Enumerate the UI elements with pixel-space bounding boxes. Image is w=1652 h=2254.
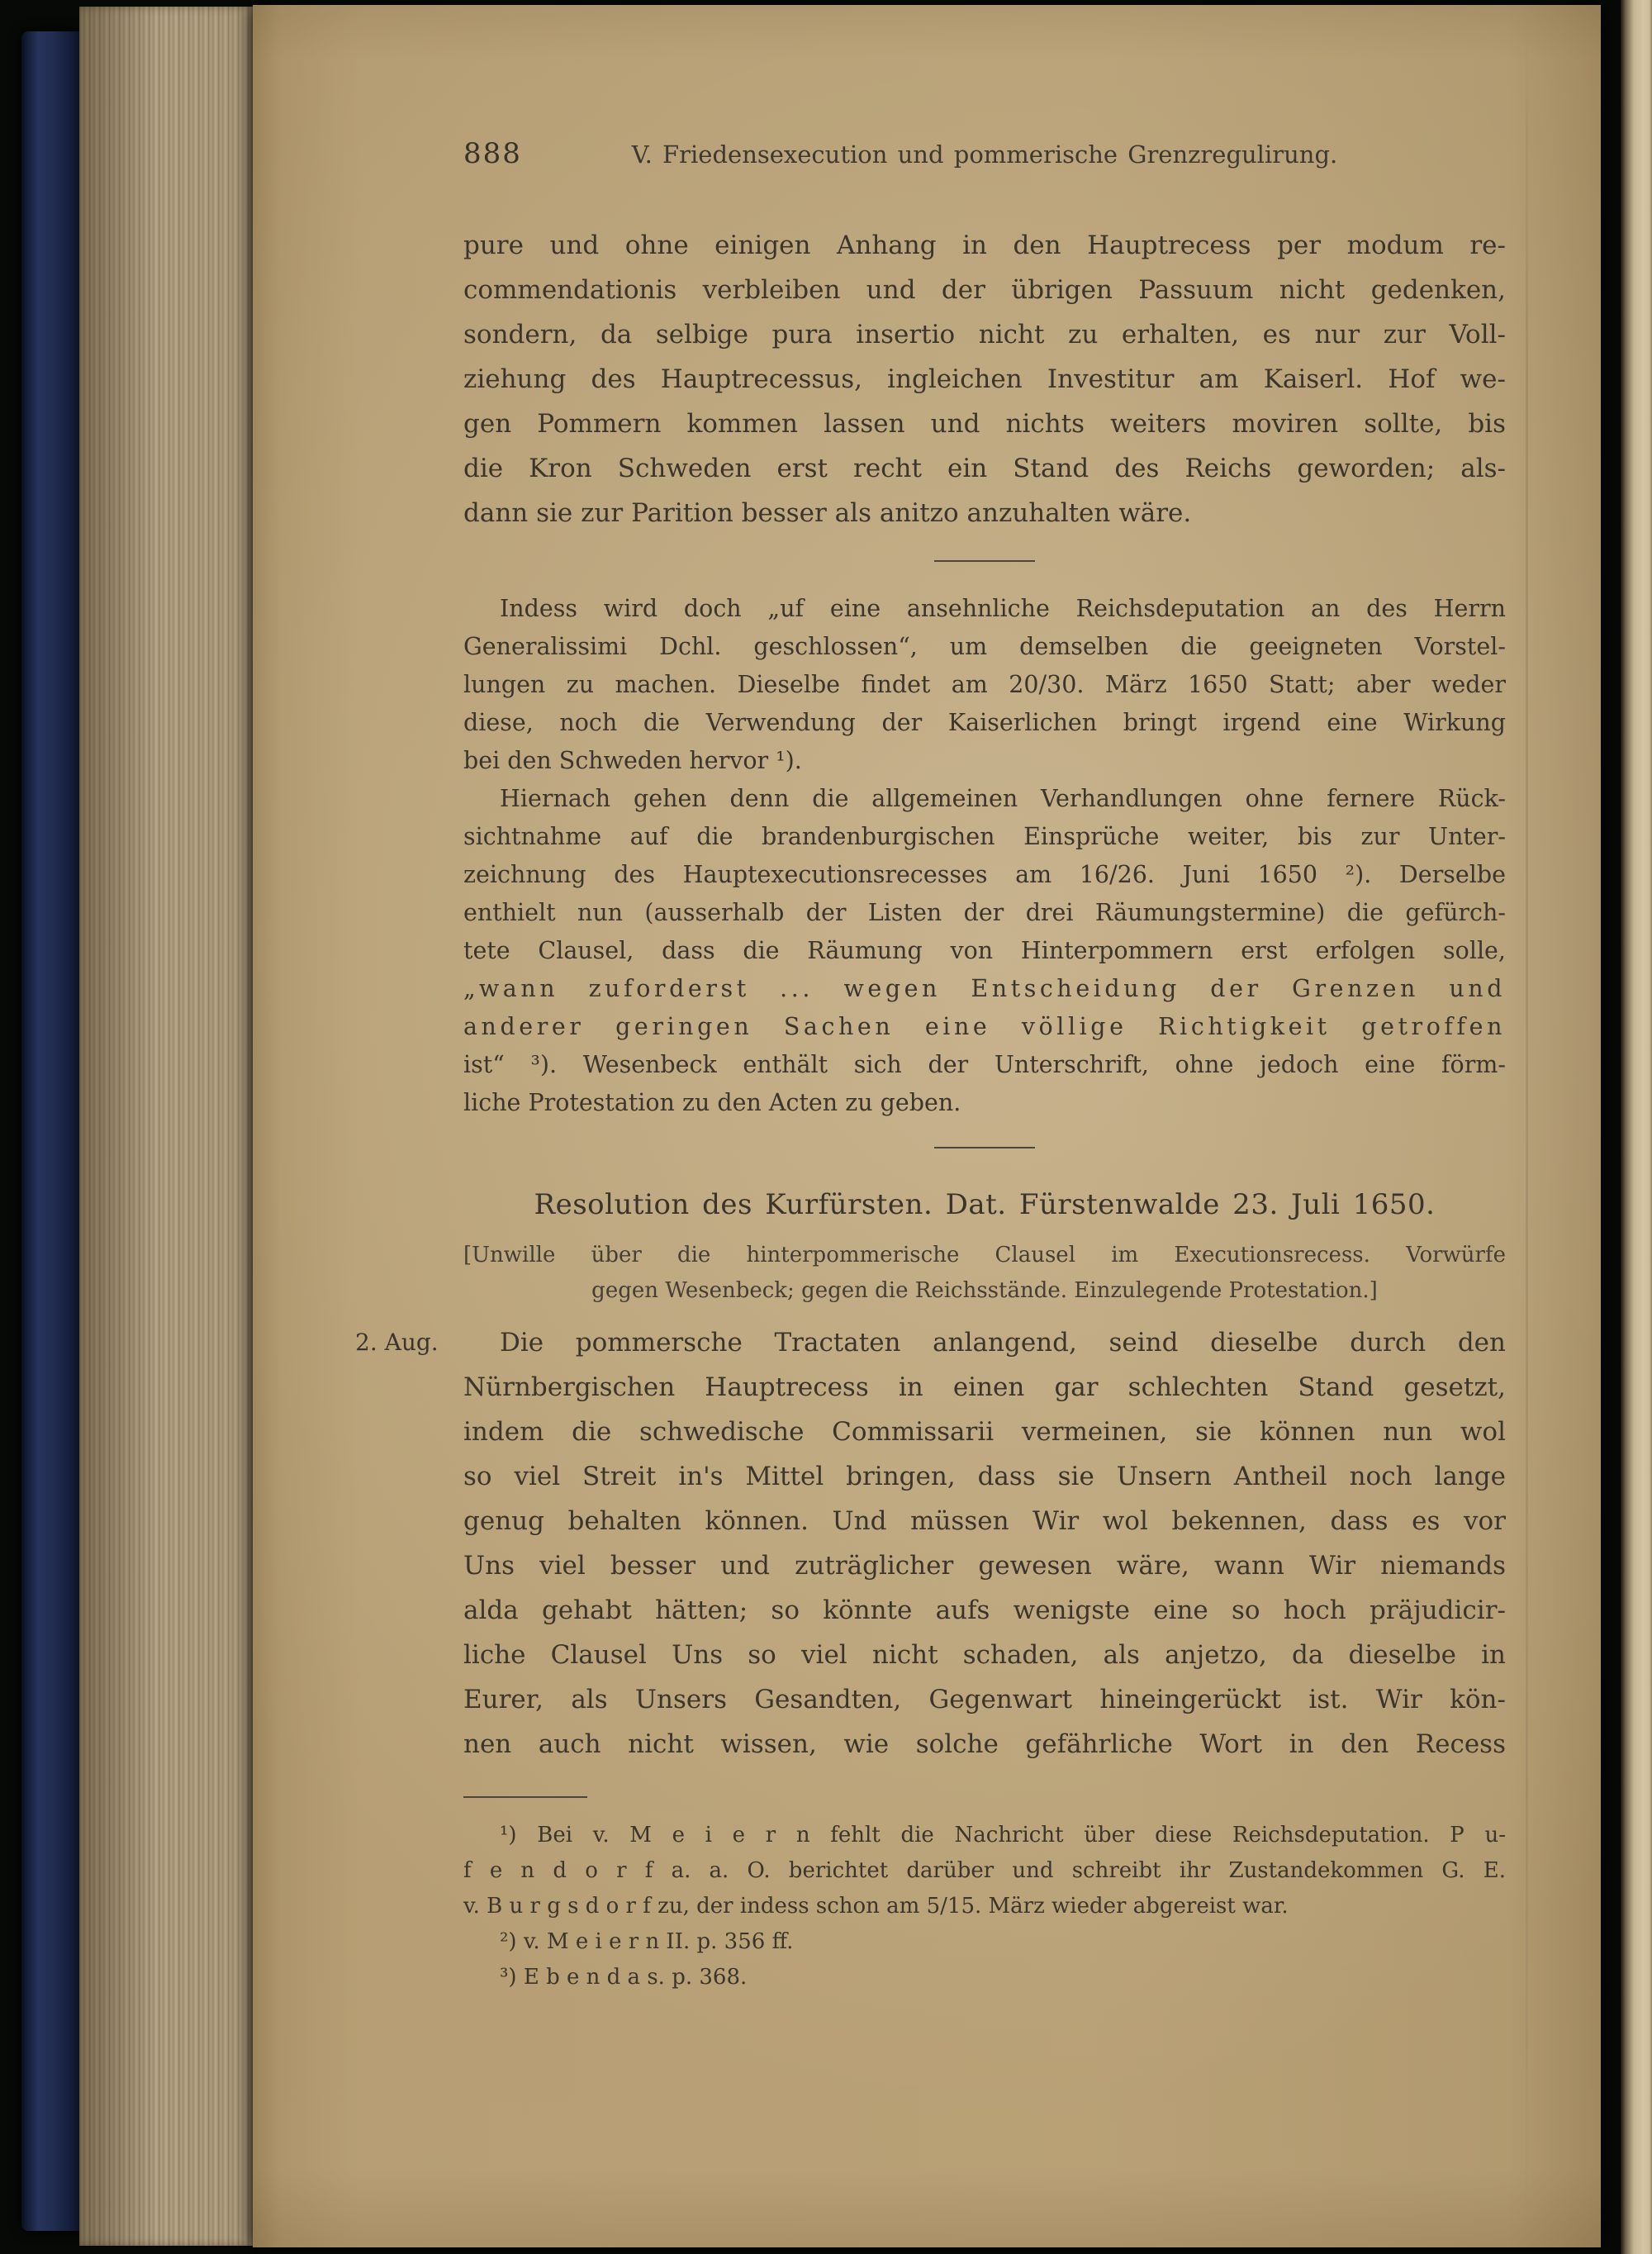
text-line: Eurer, als Unsers Gesandten, Gegenwart hineingerückt ist. Wir kön- xyxy=(463,1685,1506,1714)
text-line: „wann zuforderst ... wegen Entscheidung der Grenzen und xyxy=(463,975,1506,1002)
text-line: ³) E b e n d a s. p. 368. xyxy=(500,1965,748,1990)
footnotes xyxy=(463,1818,1506,1995)
text-line: gen Pommern kommen lassen und nichts weiters moviren sollte, bis xyxy=(463,409,1506,439)
text-line: [Unwille über die hinterpommerische Clausel im Executionsrecess. Vorwürfe xyxy=(463,1243,1506,1267)
text-line: genug behalten können. Und müssen Wir wol bekennen, dass es vor xyxy=(463,1506,1506,1536)
text-line: ²) v. M e i e r n II. p. 356 ff. xyxy=(500,1929,794,1954)
page-header xyxy=(463,137,1506,172)
text-line: enthielt nun (ausserhalb der Listen der drei Räumungstermine) die gefürch- xyxy=(463,899,1506,926)
document-heading: Resolution des Kurfürsten. Dat. Fürstenwalde 23. Juli 1650. xyxy=(534,1188,1436,1221)
book-spine xyxy=(21,31,81,2231)
text-line: anderer geringen Sachen eine völlige Richtigkeit getroffen xyxy=(463,1013,1506,1040)
text-line: diese, noch die Verwendung der Kaiserlichen bringt irgend eine Wirkung xyxy=(463,709,1506,736)
page-number: 888 xyxy=(463,137,522,170)
footnote-rule xyxy=(463,1796,587,1798)
page-content xyxy=(463,223,1506,1995)
document-summary xyxy=(463,1238,1506,1309)
page-edges-stack xyxy=(79,7,254,2246)
text-line: Hiernach gehen denn die allgemeinen Verhandlungen ohne fernere Rück- xyxy=(500,785,1506,812)
paragraph-hauptrecess xyxy=(463,223,1506,535)
book-page xyxy=(253,5,1601,2247)
text-line: liche Protestation zu den Acten zu geben. xyxy=(463,1089,961,1116)
text-line: liche Clausel Uns so viel nicht schaden, als anjetzo, da dieselbe in xyxy=(463,1640,1506,1670)
running-title: V. Friedensexecution und pommerische Grenzregulirung. xyxy=(631,140,1338,169)
text-line: Die pommersche Tractaten anlangend, seind dieselbe durch den xyxy=(500,1328,1506,1358)
text-line: gegen Wesenbeck; gegen die Reichsstände. Einzulegende Protestation.] xyxy=(591,1278,1378,1303)
text-line: dann sie zur Parition besser als anitzo anzuhalten wäre. xyxy=(463,498,1192,528)
text-line: sondern, da selbige pura insertio nicht zu erhalten, es nur zur Voll- xyxy=(463,320,1506,350)
text-line: sichtnahme auf die brandenburgischen Einsprüche weiter, bis zur Unter- xyxy=(463,823,1506,850)
next-page-edge xyxy=(1621,0,1652,2254)
text-line: tete Clausel, dass die Räumung von Hinterpommern erst erfolgen solle, xyxy=(463,937,1506,964)
text-line: alda gehabt hätten; so könnte aufs wenigste eine so hoch präjudicir- xyxy=(463,1595,1506,1625)
section-divider xyxy=(934,1147,1035,1148)
text-line: so viel Streit in's Mittel bringen, dass sie Unsern Antheil noch lange xyxy=(463,1462,1506,1491)
paragraph-reichsdeputation xyxy=(463,590,1506,780)
margin-date-note: 2. Aug. xyxy=(355,1329,439,1356)
text-line: commendationis verbleiben und der übrigen Passuum nicht gedenken, xyxy=(463,275,1506,305)
text-line: Generalissimi Dchl. geschlossen“, um demselben die geeigneten Vorstel- xyxy=(463,633,1506,660)
text-line: zeichnung des Hauptexecutionsrecesses am 16/26. Juni 1650 ²). Derselbe xyxy=(463,861,1506,888)
text-line: Nürnbergischen Hauptrecess in einen gar schlechten Stand gesetzt, xyxy=(463,1372,1506,1402)
text-line: lungen zu machen. Dieselbe findet am 20/30. März 1650 Statt; aber weder xyxy=(463,671,1506,698)
page-text-column xyxy=(463,137,1506,1995)
text-line: ist“ ³). Wesenbeck enthält sich der Unterschrift, ohne jedoch eine förm- xyxy=(463,1051,1506,1078)
text-line: pure und ohne einigen Anhang in den Hauptrecess per modum re- xyxy=(463,231,1506,260)
section-divider xyxy=(934,560,1035,562)
text-line: indem die schwedische Commissarii vermeinen, sie können nun wol xyxy=(463,1417,1506,1447)
text-line: Uns viel besser und zuträglicher gewesen wäre, wann Wir niemands xyxy=(463,1551,1506,1581)
text-line: bei den Schweden hervor ¹). xyxy=(463,747,802,774)
text-line: die Kron Schweden erst recht ein Stand des Reichs geworden; als- xyxy=(463,454,1506,483)
text-line: f e n d o r f a. a. O. berichtet darüber und schreibt ihr Zustandekommen G. E. xyxy=(463,1858,1506,1883)
paragraph-hauptexecutionsrecess xyxy=(463,780,1506,1122)
paragraph-resolution xyxy=(463,1320,1506,1767)
text-line: Indess wird doch „uf eine ansehnliche Reichsdeputation an des Herrn xyxy=(500,595,1506,622)
text-line: v. B u r g s d o r f zu, der indess schon am 5/15. März wieder abgereist war. xyxy=(463,1894,1289,1919)
text-line: ¹) Bei v. M e i e r n fehlt die Nachricht über diese Reichsdeputation. P u- xyxy=(500,1823,1506,1847)
text-line: nen auch nicht wissen, wie solche gefährliche Wort in den Recess xyxy=(463,1729,1506,1759)
text-line: ziehung des Hauptrecessus, ingleichen Investitur am Kaiserl. Hof we- xyxy=(463,364,1506,394)
